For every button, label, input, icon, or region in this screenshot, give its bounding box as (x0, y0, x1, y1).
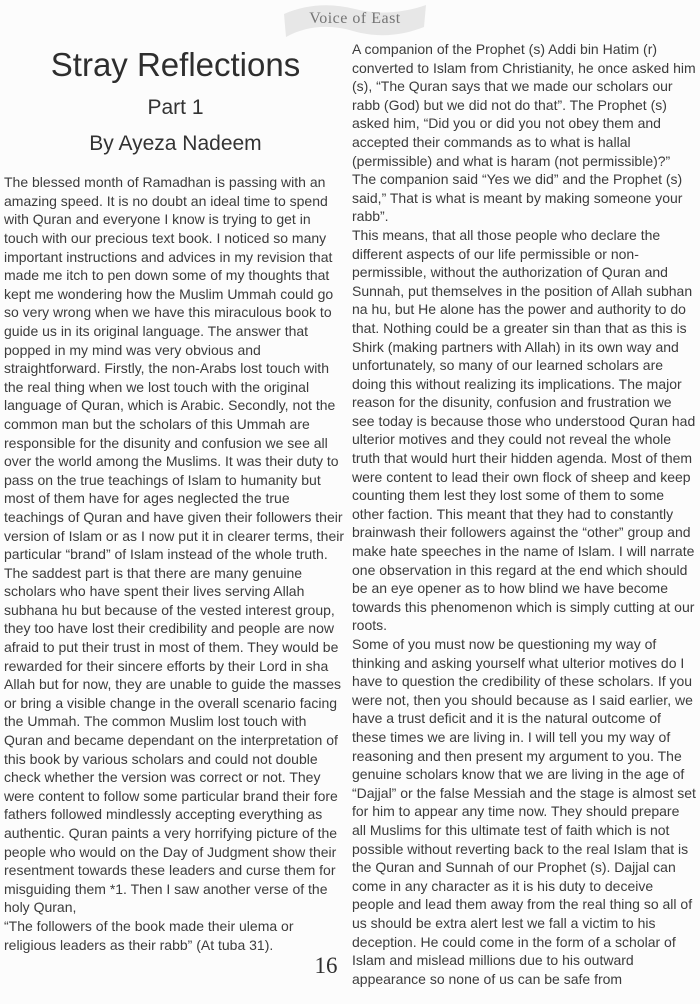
left-column-text (4, 173, 347, 954)
right-column-text (352, 40, 696, 988)
paragraph: This means, that all those people who declare the different aspects of our life permissible or non-permissible, without the authorization of Quran and Sunnah, put themselves in the position of Allah subhan na hu, but He alone has the power and authority to do that. Nothing could be a greater sin than that as this is Shirk (making partners with Allah) in its own way and unfortunately, so many of our learned scholars are doing this without realizing its implications. The major reason for the disunity, confusion and frustration we see today is because those who understood Quran had ulterior motives and they could not reveal the whole truth that would hurt their hidden agenda. Most of them were content to lead their own flock of sheep and keep counting them lest they lost some of them to some other faction. This meant that they had to constantly brainwash their followers against the “other” group and make hate speeches in the name of Islam. I will narrate one observation in this regard at the end which should be an eye opener as to how blind we have become towards this phenomenon which is simply cutting at our roots. (352, 226, 696, 634)
voice-of-east-banner (281, 1, 429, 41)
paragraph: Some of you must now be questioning my way of thinking and asking yourself what ulterior motives do I have to question the credibility of these scholars. If you were not, then you should because as I said earlier, we have a trust deficit and it is the natural outcome of these times we are living in. I will tell you my way of reasoning and then present my argument to you. The genuine scholars know that we are living in the age of “Dajjal” or the false Messiah and the stage is almost set for him to appear any time now. They should prepare all Muslims for this ultimate test of faith which is not possible without reverting back to the real Islam that is the Quran and Sunnah of our Prophet (s). Dajjal can come in any character as it is his duty to deceive people and lead them away from the real thing so all of us should be extra alert lest we fall a victim to his deception. He could come in the form of a scholar of Islam and mislead millions due to his outward appearance so none of us can be safe from (352, 636, 696, 987)
article-byline: By Ayeza Nadeem (89, 132, 262, 156)
paragraph: “The followers of the book made their ulema or religious leaders as their rabb” (At tuba 31). (4, 917, 294, 953)
page-number: 16 (314, 953, 338, 978)
article-title: Stray Reflections (50, 46, 301, 83)
paragraph: A companion of the Prophet (s) Addi bin Hatim (r) converted to Islam from Christianity, he once asked him (s), “The Quran says that we made our scholars our rabb (God) but we did not do that”. The Prophet (s) asked him, “Did you or did you not obey them and accepted their commands as to what is hallal (permissible) and what is haram (not permissible)?” The companion said “Yes we did” and the Prophet (s) said,” That is what is meant by making someone your rabb”. (352, 41, 696, 225)
paragraph: The blessed month of Ramadhan is passing with an amazing speed. It is no doubt an ideal time to spend with Quran and everyone I know is trying to get in touch with our precious text book. I noticed so many important instructions and advices in my revision that made me itch to pen down some of my thoughts that kept me wondering how the Muslim Ummah could go so very wrong when we have this miraculous book to guide us in its original language. The answer that popped in my mind was very obvious and straightforward. Firstly, the non-Arabs lost touch with the real thing when we lost touch with the original language of Quran, which is Arabic. Secondly, not the common man but the scholars of this Ummah are responsible for the disunity and confusion we see all over the world among the Muslims. It was their duty to pass on the true teachings of Islam to humanity but most of them have for ages neglected the true teachings of Quran and have given their followers their version of Islam or as I now put it in clearer terms, their particular “brand” of Islam instead of the whole truth. The saddest part is that there are many genuine scholars who have spent their lives serving Allah subhana hu but because of the vested interest group, they too have lost their credibility and people are now afraid to put their trust in most of them. They would be rewarded for their sincere efforts by their Lord in sha Allah but for now, they are unable to guide the masses or bring a visible change in the overall scenario facing the Ummah. The common Muslim lost touch with Quran and became dependant on the interpretation of this book by various scholars and could not double check whether the version was correct or not. They were content to follow some particular brand their fore fathers followed mindlessly accepting everything as authentic. Quran paints a very horrifying picture of the people who would on the Day of Judgment show their resentment towards these leaders and curse them for misguiding them *1. Then I saw another verse of the holy Quran, (4, 174, 345, 916)
left-column (4, 42, 347, 954)
article-part: Part 1 (147, 95, 204, 119)
banner-text: Voice of East (309, 10, 401, 27)
right-column (352, 40, 696, 988)
